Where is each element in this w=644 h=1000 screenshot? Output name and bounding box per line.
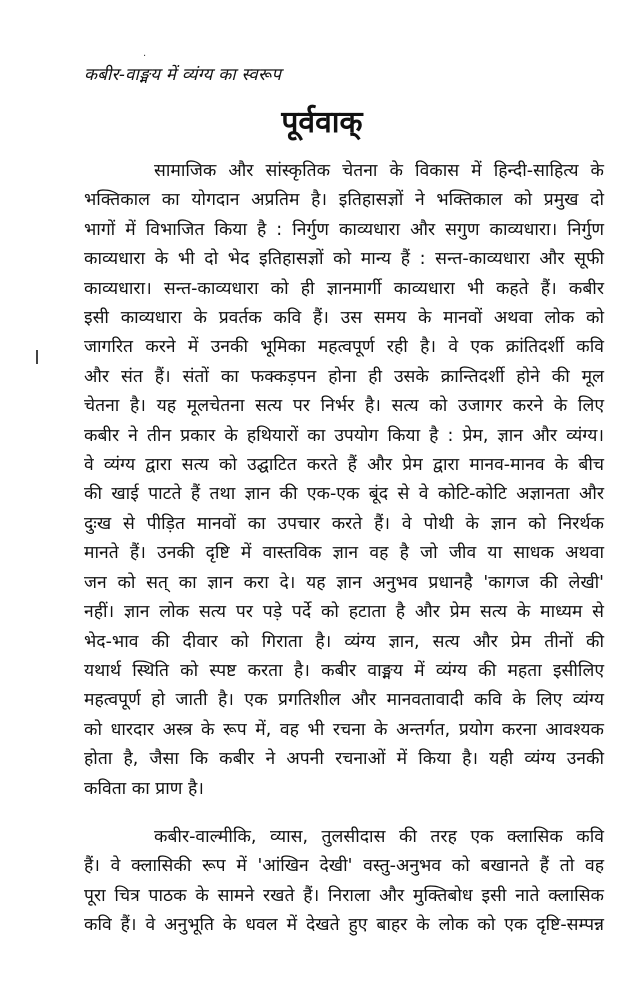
- margin-ink-tick: [36, 350, 38, 364]
- text-line: कबीर ने तीन प्रकार के हथियारों का उपयोग किया है : प्रेम, ज्ञान और व्यंग्य।: [84, 425, 604, 446]
- chapter-title: पूर्ववाक्: [281, 105, 363, 140]
- text-line: पूरा चित्र पाठक के सामने रखते हैं। निराला और मुक्तिबोध इसी नाते क्लासिक: [84, 885, 604, 906]
- text-line: भेद-भाव की दीवार को गिराता है। व्यंग्य ज्ञान, सत्य और प्रेम तीनों की: [84, 631, 604, 652]
- text-line: मानते हैं। उनकी दृष्टि में वास्तविक ज्ञान वह है जो जीव या साधक अथवा: [84, 543, 604, 564]
- text-line: जागरित करने में उनकी भूमिका महत्वपूर्ण रही है। वे एक क्रांतिदर्शी कवि: [84, 337, 604, 358]
- text-line: दुःख से पीड़ित मानवों का उपचार करते हैं। वे पोथी के ज्ञान को निरर्थक: [84, 513, 604, 534]
- text-line: काव्यधारा के भी दो भेद इतिहासज्ञों को मान्य हैं : सन्त-काव्यधारा और सूफी: [84, 249, 604, 270]
- text-line: महत्वपूर्ण हो जाती है। एक प्रगतिशील और मानवतावादी कवि के लिए व्यंग्य: [84, 690, 604, 711]
- text-line: इसी काव्यधारा के प्रवर्तक कवि हैं। उस समय के मानवों अथवा लोक को: [84, 308, 604, 329]
- text-line: कविता का प्राण है।: [84, 778, 204, 799]
- text-line: हैं। वे क्लासिकी रूप में 'आंखिन देखी' वस्तु-अनुभव को बखानते हैं तो वह: [84, 856, 604, 877]
- stray-ink-mark: .: [143, 48, 147, 59]
- paragraph-1: [84, 157, 604, 804]
- running-header: कबीर-वाङ्मय में व्यंग्य का स्वरूप: [84, 65, 282, 85]
- text-line: होता है, जैसा कि कबीर ने अपनी रचनाओं में किया है। यही व्यंग्य उनकी: [84, 749, 604, 770]
- text-line: की खाई पाटते हैं तथा ज्ञान की एक-एक बूंद से वे कोटि-कोटि अज्ञानता और: [84, 484, 604, 505]
- text-line: कवि हैं। वे अनुभूति के धवल में देखते हुए बाहर के लोक को एक दृष्टि-सम्पन्न: [84, 915, 604, 936]
- paragraph-2: [84, 823, 604, 941]
- text-line: भागों में विभाजित किया है : निर्गुण काव्यधारा और सगुण काव्यधारा। निर्गुण: [84, 219, 604, 240]
- text-line: काव्यधारा। सन्त-काव्यधारा को ही ज्ञानमार्गी काव्यधारा भी कहते हैं। कबीर: [84, 278, 604, 299]
- text-line: नहीं। ज्ञान लोक सत्य पर पड़े पर्दे को हटाता है और प्रेम सत्य के माध्यम से: [84, 602, 604, 623]
- text-line: कबीर-वाल्मीकि, व्यास, तुलसीदास की तरह एक क्लासिक कवि: [154, 827, 604, 847]
- text-line: वे व्यंग्य द्वारा सत्य को उद्घाटित करते हैं और प्रेम द्वारा मानव-मानव के बीच: [84, 455, 604, 476]
- text-line: को धारदार अस्त्र के रूप में, वह भी रचना के अन्तर्गत, प्रयोग करना आवश्यक: [84, 719, 604, 740]
- text-line: भक्तिकाल का योगदान अप्रतिम है। इतिहासज्ञों ने भक्तिकाल को प्रमुख दो: [84, 190, 604, 211]
- text-line: यथार्थ स्थिति को स्पष्ट करता है। कबीर वाङ्मय में व्यंग्य की महता इसीलिए: [84, 660, 604, 681]
- text-line: जन को सत् का ज्ञान करा दे। यह ज्ञान अनुभव प्रधानहै 'कागज की लेखी': [84, 572, 604, 593]
- text-line: चेतना है। यह मूलचेतना सत्य पर निर्भर है। सत्य को उजागर करने के लिए: [84, 396, 604, 417]
- text-line: सामाजिक और सांस्कृतिक चेतना के विकास में हिन्दी-साहित्य के: [154, 161, 604, 181]
- text-line: और संत हैं। संतों का फक्कड़पन होना ही उसके क्रान्तिदर्शी होने की मूल: [84, 366, 604, 387]
